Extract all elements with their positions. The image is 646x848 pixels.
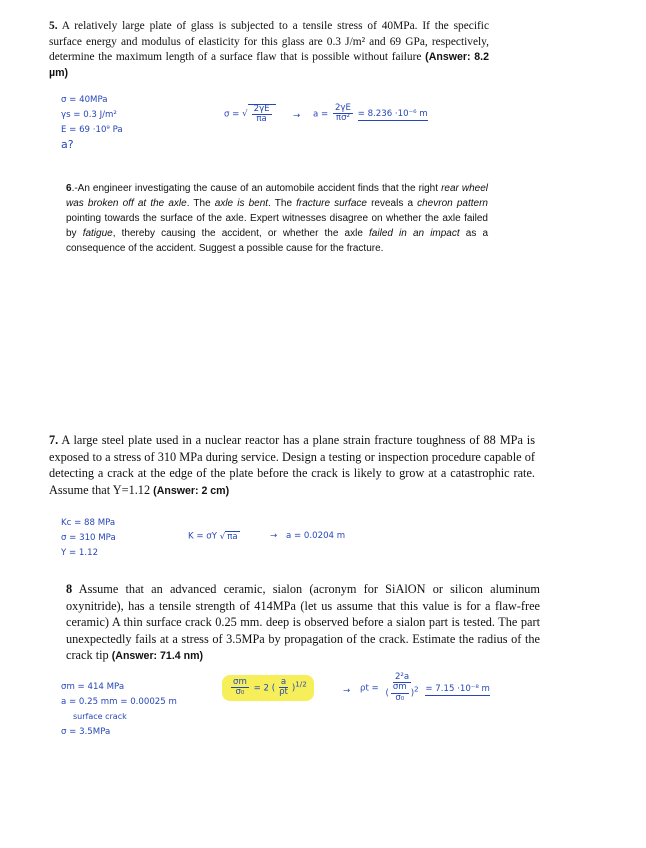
- question-text: Assume that an advanced ceramic, sialon (acronym for SiAlON or silicon aluminum oxynitride), has a tensile strength of 414MPa (let us assume that this value is for a flaw-free ceramic) A thin surface crack 0.25 mm. deep is observed before a sialon part is tested. The part unexpectedly fails at a stress of 3.5MPa by propagation of the crack. Estimate the radius of the crack tip: [66, 582, 540, 663]
- answer-text: (Answer: 8.2 µm): [49, 51, 489, 79]
- arrow-icon: →: [343, 686, 351, 696]
- q7-given-sigma: σ = 310 MPa: [61, 533, 116, 543]
- q7-result: a = 0.0204 m: [286, 531, 346, 541]
- question-6: 6.-An engineer investigating the cause of an automobile accident finds that the right rear wheel was broken off at the axle. The axle is bent. The fracture surface reveals a chevron pattern pointing towards the surface of the axle. Expert witnesses disagree on whether the axle failed by fatigue, thereby causing the accident, or whether the axle failed in an impact as a consequence of the accident. Suggest a possible cause for the fracture.: [66, 183, 489, 254]
- q7-given-y: Y = 1.12: [61, 548, 99, 558]
- answer-text: (Answer: 71.4 nm): [111, 650, 204, 663]
- q5-given-sigma: σ = 40MPa: [61, 95, 108, 105]
- q5-result: = 8.236 ·10⁻⁶ m: [357, 109, 428, 120]
- question-text: A relatively large plate of glass is subjected to a tensile stress of 40MPa. If the specific surface energy and modulus of elasticity for this glass are 0.3 J/m² and 69 GPa, respectively, determine the maximum length of a surface flaw that is possible without failure: [49, 20, 490, 63]
- q8-formula-highlight: $\frac{\sigma m}{\text{σ₀}}$ = 2 ( $\frac{a}{\rho t}$ )$^{1/2}$: [222, 675, 314, 701]
- q8-given-a: a = 0.25 mm = 0.00025 m: [61, 697, 177, 707]
- q5-formula: σ = √ $\frac{2\gamma E}{\pi a}$: [224, 104, 276, 125]
- q7-given-k: Kc = 88 MPa: [61, 518, 116, 528]
- arrow-icon: →: [270, 531, 278, 541]
- question-number: 7.: [49, 433, 59, 447]
- q8-given-sigma-m: σm = 414 MPa: [61, 682, 125, 692]
- q8-note: surface crack: [73, 712, 127, 721]
- arrow-icon: →: [293, 111, 301, 121]
- answer-text: (Answer: 2 cm): [153, 484, 230, 497]
- question-7: [49, 432, 535, 498]
- q8-result: = 7.15 ·10⁻⁸ m: [425, 683, 490, 694]
- question-number: 6: [66, 183, 72, 194]
- q5-unknown: a?: [61, 138, 74, 151]
- question-text: A large steel plate used in a nuclear reactor has a plane strain fracture toughness of 88 MPa is exposed to a stress of 310 MPa during service. Design a testing or inspection procedure capable of detecting a crack at the edge of the plate before the crack is likely to grow at a catastrophic rate. Assume that Y=1.12: [49, 433, 535, 497]
- question-number: 5.: [49, 20, 58, 32]
- question-number: 8: [66, 582, 73, 596]
- q5-given-gamma: γs = 0.3 J/m²: [61, 110, 117, 120]
- sqrt-sign: √ πa: [219, 531, 238, 542]
- q5-given-e: E = 69 ·10⁹ Pa: [61, 125, 123, 135]
- question-8: [66, 581, 540, 664]
- sqrt-sign: √ $\frac{2\gamma E}{\pi a}$: [242, 104, 275, 125]
- question-5: [49, 19, 489, 81]
- q8-solve: ρt = 2²a ( $\frac{\sigma m}{\text{σ₀}}$ )$^2$ = 7.15 ·10⁻⁸ m: [360, 672, 490, 703]
- q8-given-sigma: σ = 3.5MPa: [61, 727, 111, 737]
- q5-solve: a = $\frac{2\gamma E}{\text{πσ²}}$ = 8.236 ·10⁻⁶ m: [313, 103, 428, 124]
- q7-formula: K = σY √ πa: [188, 531, 238, 542]
